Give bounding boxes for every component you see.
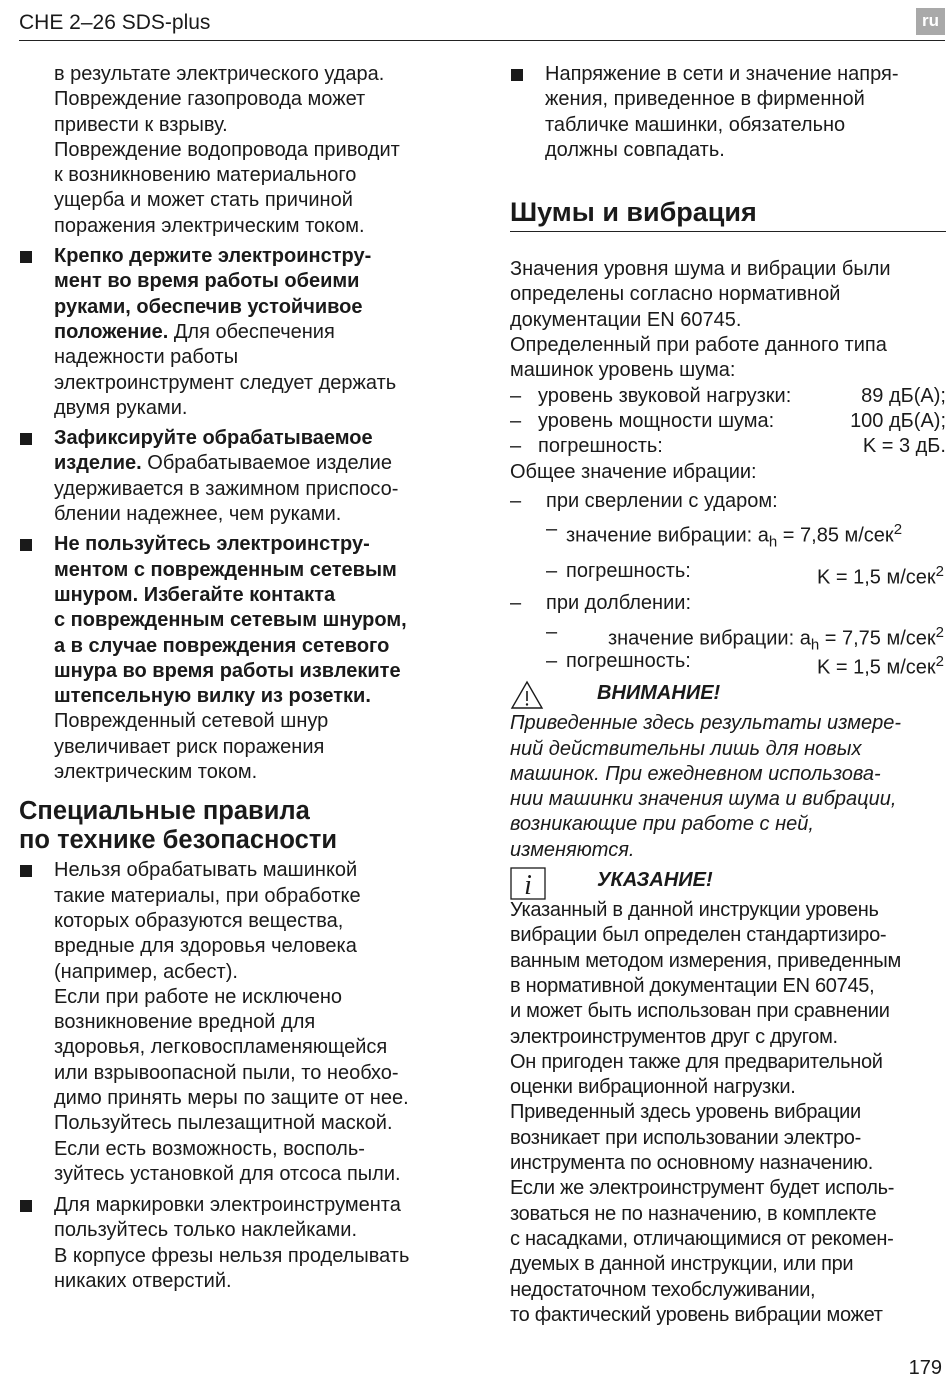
- note-header: [510, 867, 946, 902]
- text-line: зоваться не по назначению, в комплекте: [510, 1202, 877, 1225]
- vibration-label: значение вибрации: a: [566, 524, 769, 547]
- bullet-text-inline: Для обеспечения: [168, 320, 335, 343]
- dash-marker: –: [546, 560, 558, 583]
- text-line: по технике безопасности: [19, 826, 337, 855]
- bullet-damaged-cord: [19, 532, 459, 785]
- text-line: вредные для здоровья человека: [54, 935, 357, 958]
- uncertainty-label: погрешность:: [566, 650, 691, 672]
- noise-row-sound-power: [510, 409, 946, 434]
- text-line: Пользуйтесь пылезащитной маской.: [54, 1112, 393, 1135]
- text-line: изделие.: [54, 452, 142, 475]
- section-title-noise-vibration: Шумы и вибрация: [510, 196, 946, 232]
- text-line: табличке машинки, обязательно: [545, 113, 846, 136]
- square-bullet-icon: [511, 69, 523, 81]
- vibration-value: = 7,75 м/сек: [819, 627, 936, 650]
- noise-value: 100 дБ(А);: [850, 409, 946, 432]
- warning-header: [510, 680, 946, 711]
- text-line: здоровья, легковоспламеняющейся: [54, 1036, 388, 1059]
- text-line: электроинструментов друг с другом.: [510, 1025, 838, 1048]
- bullet-text: [54, 1193, 459, 1294]
- text-line: двумя руками.: [54, 396, 188, 419]
- uncertainty-value: K = 1,5 м/сек: [816, 566, 936, 589]
- dash-marker: –: [510, 592, 522, 615]
- text-line: пользуйтесь только наклейками.: [54, 1219, 358, 1242]
- text-line: которых образуются вещества,: [54, 909, 344, 932]
- text-line: недостаточном техобслуживании,: [510, 1278, 816, 1301]
- bullet-text-inline: Обрабатываемое изделие: [141, 452, 392, 475]
- page-header: [19, 8, 945, 41]
- note-text: [510, 898, 946, 1328]
- language-badge: ru: [916, 8, 945, 35]
- dash-marker: –: [510, 409, 522, 432]
- bullet-voltage: [510, 62, 946, 163]
- text-line: шнура во время работы извлеките: [54, 659, 401, 682]
- text-line: такие материалы, при обработке: [54, 884, 361, 907]
- vibration-title: Общее значение ибрации:: [510, 460, 757, 483]
- text-line: привести к взрыву.: [54, 113, 228, 136]
- bullet-labeling: [19, 1193, 459, 1294]
- text-line: Крепко держите электроинстру-: [54, 245, 372, 268]
- text-line: машинок. При ежедневном использова-: [510, 762, 881, 785]
- text-line: с поврежденным сетевым шнуром,: [54, 609, 407, 632]
- paragraph-standards: [510, 257, 946, 333]
- dash-marker: –: [546, 620, 558, 643]
- vibration-drilling-uncertainty: [510, 559, 946, 589]
- text-line: Если же электроинструмент будет исполь-: [510, 1177, 895, 1200]
- right-column: [510, 62, 946, 1328]
- text-line: Если при работе не исключено: [54, 985, 343, 1008]
- text-line: электрическим током.: [54, 761, 258, 784]
- superscript: 2: [935, 653, 944, 670]
- dash-marker: –: [546, 518, 558, 541]
- text-line: а в случае повреждения сетевого: [54, 634, 390, 657]
- intro-paragraph: [19, 62, 459, 239]
- text-line: Указанный в данной инструкции уровень: [510, 899, 879, 922]
- text-line: то фактический уровень вибрации может: [510, 1303, 883, 1326]
- text-line: возникающие при работе с ней,: [510, 813, 814, 836]
- svg-text:i: i: [524, 870, 532, 902]
- text-line: мент во время работы обеими: [54, 270, 360, 293]
- vibration-chiseling-value: [510, 620, 946, 654]
- noise-values-list: [510, 384, 946, 460]
- noise-value: 89 дБ(А);: [861, 384, 946, 407]
- text-line: штепсельную вилку из розетки.: [54, 685, 371, 708]
- noise-label: уровень мощности шума:: [538, 409, 775, 432]
- warning-text: [510, 711, 946, 863]
- text-line: в нормативной документации EN 60745,: [510, 974, 875, 997]
- text-line: шнуром. Избегайте контакта: [54, 583, 336, 606]
- vibration-drilling-title: [510, 489, 946, 514]
- left-column: [19, 62, 459, 1294]
- text-line: блении надежнее, чем руками.: [54, 503, 342, 526]
- bullet-text: [54, 858, 459, 1187]
- text-line: Значения уровня шума и вибрации были: [510, 258, 891, 281]
- text-line: нии машинки значения шума и вибрации,: [510, 788, 897, 811]
- square-bullet-icon: [20, 251, 32, 263]
- page-number: 179: [908, 1357, 942, 1379]
- text-line: должны совпадать.: [545, 138, 725, 161]
- text-line: документации EN 60745.: [510, 308, 742, 331]
- text-line: Напряжение в сети и значение напря-: [545, 63, 899, 85]
- warning-label: ВНИМАНИЕ!: [597, 682, 721, 705]
- paragraph-noise-level: [510, 333, 946, 384]
- superscript: 2: [935, 563, 944, 581]
- bullet-text: [54, 345, 459, 421]
- text-line: Определенный при работе данного типа: [510, 334, 887, 357]
- bullet-text: [545, 62, 946, 163]
- text-line: димо принять меры по защите от нее.: [54, 1086, 409, 1109]
- text-line: Зафиксируйте обрабатываемое: [54, 427, 373, 450]
- text-line: Не пользуйтесь электроинстру-: [54, 533, 370, 556]
- subscript: h: [768, 533, 778, 551]
- text-line: Он пригоден также для предварительной: [510, 1050, 883, 1073]
- vibration-drilling-value: [510, 517, 946, 555]
- vibration-chiseling-uncertainty: [510, 649, 946, 679]
- text-line: Специальные правила: [19, 797, 310, 826]
- vibration-value: = 7,85 м/сек: [777, 524, 894, 547]
- uncertainty-label: погрешность:: [566, 560, 691, 583]
- uncertainty-value: K = 1,5 м/сек: [816, 656, 936, 679]
- text-line: определены согласно нормативной: [510, 283, 841, 306]
- noise-row-sound-pressure: [510, 384, 946, 409]
- bullet-bold-text: [54, 532, 459, 709]
- noise-row-uncertainty: [510, 434, 946, 459]
- text-line: Для маркировки электроинструмента: [54, 1194, 401, 1217]
- vibration-mode-label: при долблении:: [546, 592, 691, 615]
- text-line: поражения электрическим током.: [54, 214, 365, 237]
- text-line: Поврежденный сетевой шнур: [54, 710, 329, 733]
- text-line: ущерба и может стать причиной: [54, 189, 353, 212]
- vibration-label: значение вибрации: a: [607, 627, 811, 650]
- bullet-fix-workpiece: [19, 426, 459, 527]
- text-line: электроинструмент следует держать: [54, 371, 397, 394]
- square-bullet-icon: [20, 539, 32, 551]
- square-bullet-icon: [20, 433, 32, 445]
- text-line: Если есть возможность, восполь-: [54, 1137, 365, 1160]
- noise-label: погрешность:: [538, 435, 663, 458]
- text-line: никаких отверстий.: [54, 1270, 232, 1293]
- vibration-mode-label: при сверлении с ударом:: [546, 489, 778, 512]
- subscript: h: [810, 636, 820, 654]
- vibration-chiseling-title: [510, 591, 946, 616]
- text-line: ванным методом измерения, приведенным: [510, 949, 901, 972]
- square-bullet-icon: [20, 865, 32, 877]
- text-line: возникает при использовании электро-: [510, 1126, 861, 1149]
- superscript: 2: [935, 623, 944, 641]
- text-line: изменяются.: [510, 838, 635, 861]
- noise-value: K = 3 дБ.: [862, 435, 946, 458]
- text-line: машинок уровень шума:: [510, 359, 736, 382]
- superscript: 2: [893, 521, 903, 539]
- text-line: зуйтесь установкой для отсоса пыли.: [54, 1162, 401, 1185]
- section-title-special-rules: [19, 797, 459, 855]
- text-line: или взрывоопасной пыли, то необхо-: [54, 1061, 399, 1084]
- text-line: жения, приведенное в фирменной: [545, 88, 865, 111]
- dash-marker: –: [510, 435, 522, 458]
- text-line: и может быть использован при сравнении: [510, 1000, 890, 1023]
- document-title: CHE 2–26 SDS-plus: [19, 11, 211, 34]
- text-line: возникновение вредной для: [54, 1011, 316, 1034]
- text-line: оценки вибрационной нагрузки.: [510, 1076, 796, 1099]
- warning-triangle-icon: [510, 680, 544, 710]
- bullet-hold-tool: [19, 244, 459, 421]
- noise-label: уровень звуковой нагрузки:: [538, 384, 792, 407]
- bullet-hazardous-materials: [19, 858, 459, 1187]
- text-line: ментом с поврежденным сетевым: [54, 558, 397, 581]
- text-line: положение.: [54, 320, 169, 343]
- text-line: к возникновению материального: [54, 164, 357, 187]
- bullet-text: [54, 477, 459, 528]
- text-line: надежности работы: [54, 346, 239, 369]
- text-line: инструмента по основному назначению.: [510, 1152, 874, 1175]
- text-line: увеличивает риск поражения: [54, 735, 325, 758]
- dash-marker: –: [510, 384, 522, 407]
- text-line: удерживается в зажимном приспосо-: [54, 477, 399, 500]
- text-line: Повреждение водопровода приводит: [54, 138, 400, 161]
- note-label: УКАЗАНИЕ!: [597, 869, 713, 892]
- text-line: Нельзя обрабатывать машинкой: [54, 859, 358, 882]
- text-line: ний действительны лишь для новых: [510, 737, 862, 760]
- text-line: дуемых в данной инструкции, или при: [510, 1253, 854, 1276]
- bullet-text: [54, 709, 459, 785]
- text-line: Повреждение газопровода может: [54, 88, 366, 111]
- info-icon: [510, 867, 546, 901]
- text-line: вибрации был определен стандартизиро-: [510, 924, 887, 947]
- square-bullet-icon: [20, 1200, 32, 1212]
- text-line: Приведенные здесь результаты измере-: [510, 712, 901, 735]
- text-line: В корпусе фрезы нельзя проделывать: [54, 1244, 410, 1267]
- text-line: с насадками, отличающимися от рекомен-: [510, 1227, 894, 1250]
- text-line: Приведенный здесь уровень вибрации: [510, 1101, 861, 1124]
- text-line: руками, обеспечив устойчивое: [54, 295, 363, 318]
- dash-marker: –: [546, 650, 558, 672]
- text-line: в результате электрического удара.: [54, 63, 385, 85]
- text-line: (например, асбест).: [54, 960, 238, 983]
- dash-marker: –: [510, 489, 522, 512]
